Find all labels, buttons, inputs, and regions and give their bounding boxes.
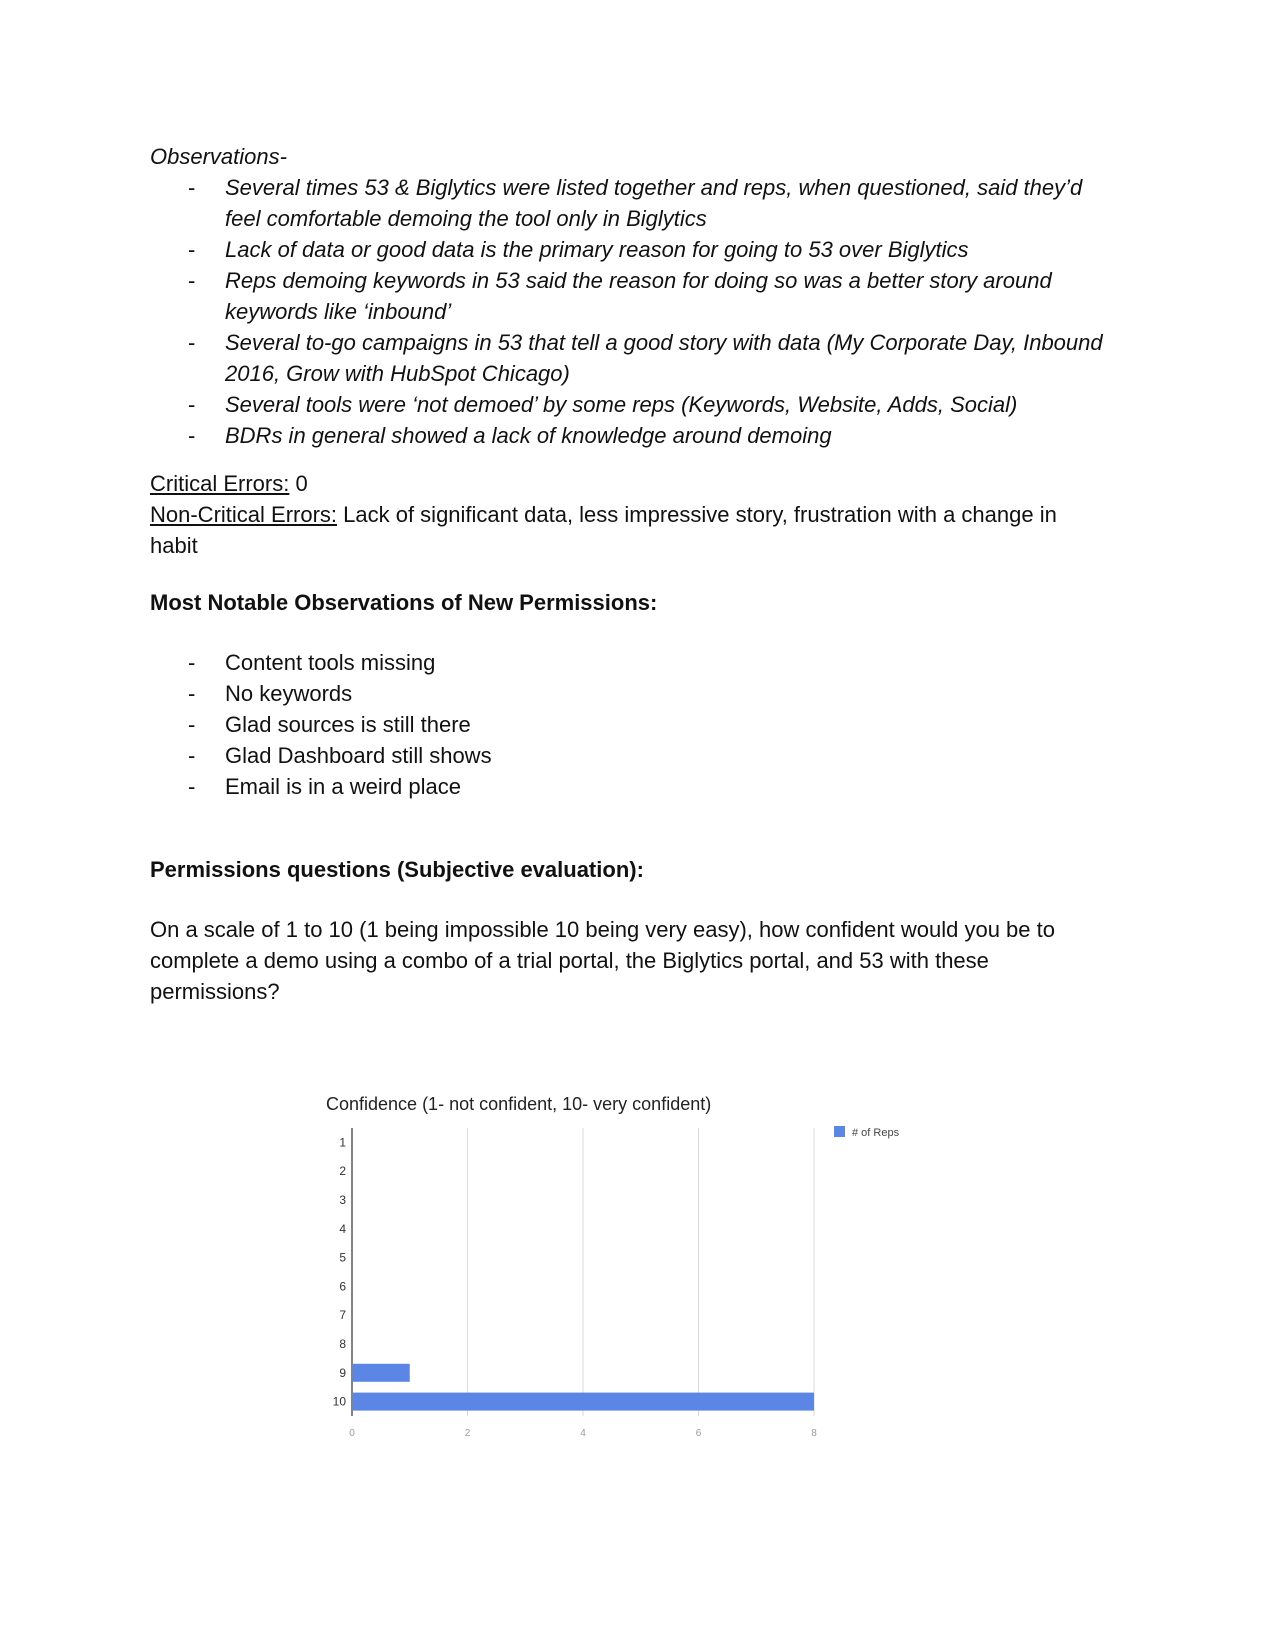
y-tick-label: 7 [339, 1308, 346, 1323]
notable-section [150, 647, 1110, 802]
noncritical-errors-value: Lack of significant data, less impressive story, frustration with a change in habit [150, 502, 1057, 558]
list-item: - Several tools were ‘not demoed’ by some reps (Keywords, Website, Adds, Social) [150, 389, 1110, 420]
list-item: - Several times 53 & Biglytics were listed together and reps, when questioned, said they’d feel comfortable demoing the tool only in Biglytics [150, 172, 1110, 234]
noncritical-errors-label: Non-Critical Errors: [150, 502, 338, 527]
y-tick-label: 10 [332, 1394, 346, 1409]
permissions-question: On a scale of 1 to 10 (1 being impossible 10 being very easy), how confident would you be to complete a demo using a combo of a trial portal, the Biglytics portal, and 53 with these permissions? [150, 917, 1055, 1004]
x-tick-label: 2 [464, 1428, 471, 1439]
noncritical-errors [150, 499, 1110, 561]
list-item: - Several to-go campaigns in 53 that tell a good story with data (My Corporate Day, Inbound 2016, Grow with HubSpot Chicago) [150, 327, 1110, 389]
observations-section [150, 141, 1110, 451]
y-tick-label: 2 [339, 1164, 346, 1179]
y-tick-label: 8 [339, 1337, 346, 1351]
y-tick-label: 9 [339, 1365, 346, 1380]
list-item: - Glad Dashboard still shows [150, 740, 1110, 771]
critical-errors-label: Critical Errors: [150, 471, 290, 496]
y-tick-label: 3 [339, 1193, 346, 1207]
critical-errors-value: 0 [289, 471, 308, 496]
list-item: - BDRs in general showed a lack of knowledge around demoing [150, 420, 1110, 451]
chart-title: Confidence (1- not confident, 10- very confident) [326, 1094, 712, 1114]
y-tick-label: 5 [339, 1250, 346, 1265]
list-item: - No keywords [150, 678, 1110, 709]
y-tick-label: 6 [339, 1279, 346, 1294]
y-tick-label: 1 [339, 1135, 346, 1150]
errors-section [150, 468, 1110, 561]
legend-label: # of Reps [852, 1127, 900, 1139]
bar [353, 1393, 814, 1411]
legend-swatch [834, 1126, 845, 1137]
list-item: - Email is in a weird place [150, 771, 1110, 802]
bar [353, 1364, 410, 1382]
y-tick-label: 4 [339, 1221, 346, 1236]
list-item: - Glad sources is still there [150, 709, 1110, 740]
list-item: - Content tools missing [150, 647, 1110, 678]
x-tick-label: 8 [811, 1428, 817, 1439]
observations-list [150, 172, 1110, 451]
critical-errors [150, 468, 1110, 499]
x-tick-label: 4 [580, 1428, 586, 1439]
notable-heading: Most Notable Observations of New Permissions: [150, 590, 658, 615]
list-item: - Lack of data or good data is the primary reason for going to 53 over Biglytics [150, 234, 1110, 265]
list-item: - Reps demoing keywords in 53 said the reason for doing so was a better story around keywords like ‘inbound’ [150, 265, 1110, 327]
x-tick-label: 6 [695, 1428, 702, 1439]
notable-list [150, 647, 1110, 802]
permissions-heading: Permissions questions (Subjective evaluation): [150, 857, 644, 882]
observations-heading: Observations- [150, 144, 287, 169]
x-tick-label: 0 [349, 1428, 355, 1439]
